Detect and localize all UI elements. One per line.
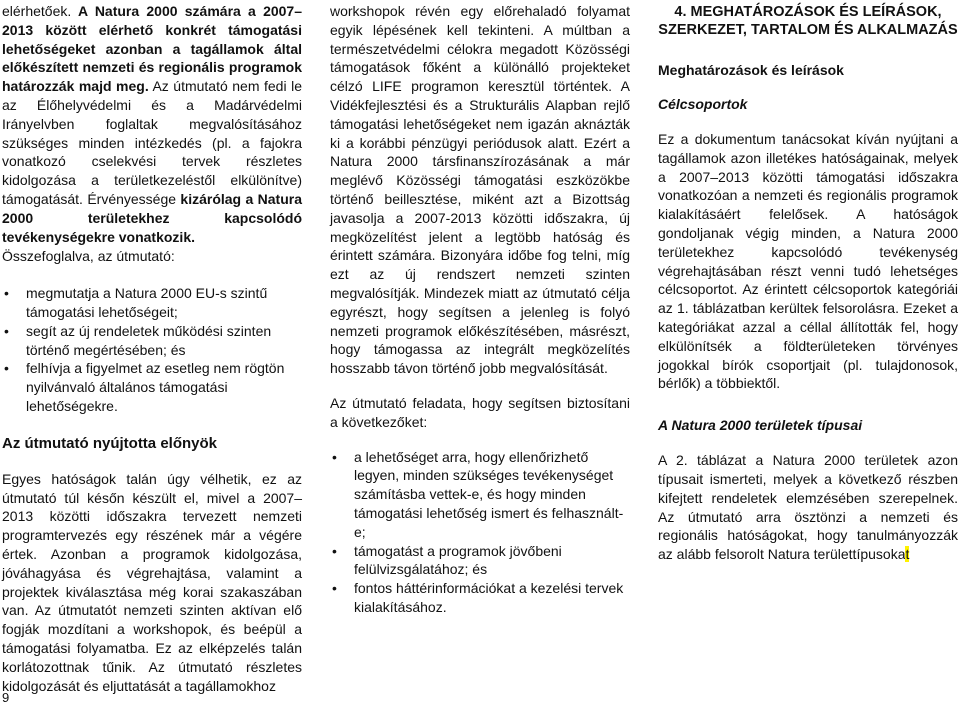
intro-rest: Az útmutató nem fedi le az Élőhelyvédelmi és a Madárvédelmi Irányelvben foglaltak megvalósításához szükséges minden intézkedés (pl. a fajokra vonatkozó cselekvési tervek részletes kidolgozása a területkezeléstől elkülönítve) támogatását. xyxy=(2,78,302,207)
list-item: • segít az új rendeletek működési szinten történő megértésében; és xyxy=(2,322,302,360)
validity-strong: kizárólag a Natura 2000 területekhez kapcsolódó tevékenységekre vonatkozik. xyxy=(2,190,302,245)
column-left xyxy=(2,0,302,695)
benefits-heading: Az útmutató nyújtotta előnyök xyxy=(2,434,217,452)
list-item: • támogatást a programok jövőbeni felülvizsgálatához; és xyxy=(330,542,630,580)
process-paragraph: workshopok révén egy előrehaladó folyamat egyik lépésének kell tekinteni. A múltban a természetvédelmi célokra megadott Közösségi támogatások főként a különálló projekteket célzó LIFE programon keresztül történtek. A Vidékfejlesztési és a Strukturális Alapban rejlő támogatási lehetőségeket nem igazán aknázták ki a korábbi pénzügyi periódusok alatt. Ezért a Natura 2000 társfinanszírozásának a már meglévő Közösségi támogatási eszközökbe történő beillesztése, miként azt a Bizottság javasolja a 2007-2013 közötti időszakra, új megközelítést jelent a legtöbb hatóság és érintett számára. Bizonyára időbe fog telni, míg ezt az új rendszert nemzeti szinten megvalósítják. Mindezek miatt az útmutató célja egyrészt, hogy segítsen a jelenleg is folyó nemzeti programok előkészítésében, másrészt, hogy támogassa az integrált megközelítés hosszabb távon történő jobb megvalósítását. xyxy=(330,3,630,377)
site-types-heading: A Natura 2000 területek típusai xyxy=(658,417,863,434)
column-middle xyxy=(330,0,630,617)
guide-bullet-list xyxy=(2,284,302,416)
intro-bold: A Natura 2000 számára a 2007–2013 között elérhető konkrét támogatási lehetőségeket azonban a tagállamok által előkészített nemzeti és regionális programok határozzák majd meg. xyxy=(2,3,302,95)
task-bullet-list xyxy=(330,448,630,617)
column-right xyxy=(658,0,958,564)
list-item: • a lehetőséget arra, hogy ellenőrizhető legyen, minden szükséges tevékenységet számításba vettek-e, és hogy minden támogatási lehetőség ismert és felhasznált-e; xyxy=(330,448,630,542)
intro-lead: elérhetőek. xyxy=(2,3,72,19)
highlighted-text: t xyxy=(905,546,910,563)
list-item: • megmutatja a Natura 2000 EU-s szintű támogatási lehetőségeit; xyxy=(2,284,302,322)
summary-line: Összefoglalva, az útmutató: xyxy=(2,248,175,265)
target-groups-heading: Célcsoportok xyxy=(658,96,748,112)
validity-pre: Érvényessége xyxy=(82,190,181,207)
list-item: • felhívja a figyelmet az esetleg nem rögtön nyilvánvaló általános támogatási lehetőségekre. xyxy=(2,359,302,415)
target-groups-paragraph: Ez a dokumentum tanácsokat kíván nyújtani a tagállamok azon illetékes hatóságainak, melyek a 2007–2013 közötti támogatási időszakra vonatkozóan a nemzeti és regionális programok kialakításáért felelősek. A hatóságok gondoljanak végig minden, a Natura 2000 területekhez kapcsolódó tevékenység végrehajtásában részt venni tudó lehetséges célcsoportot. Az érintett célcsoportok kategóriái az 1. táblázatban kerültek felsorolásra. Ezeket a kategóriákat azzal a céllal állították fel, hogy elkülönítsék a földterületeken törvényes jogokkal bírók csoportjait (pl. tulajdonosok, bérlők) a többiektől. xyxy=(658,131,958,392)
task-paragraph: Az útmutató feladata, hogy segítsen biztosítani a következőket: xyxy=(330,394,630,430)
site-types-paragraph xyxy=(658,451,958,564)
page-number: 9 xyxy=(2,690,10,705)
site-types-text: A 2. táblázat a Natura 2000 területek azon típusait ismerteti, melyek a következő részben kifejtett rendeletek elemzésében szerepelnek. Az útmutató arra ösztönzi a nemzeti és regionális hatóságokat, hogy tanulmányozzák az alább felsorolt Natura területtípusoka xyxy=(658,452,958,563)
intro-paragraph xyxy=(2,2,302,246)
definitions-heading: Meghatározások és leírások xyxy=(658,62,844,78)
list-item: • fontos háttérinformációkat a kezelési tervek kialakításához. xyxy=(330,579,630,617)
benefits-paragraph: Egyes hatóságok talán úgy vélhetik, ez az útmutató túl későn készült el, mivel a 2007–2013 közötti időszakra tervezett nemzeti programtervezés egy részének már a végére értek. Azonban a programok kidolgozása, jóváhagyása és végrehajtása, valamint a projektek kiválasztása még korai szakaszában van. Az útmutatót nemzeti szinten aktívan elő fogják mozdítani a workshopok, és beépül a támogatási folyamatba. Ez az elképzelés talán korlátozottnak tűnik. Az útmutató részletes kidolgozását és eljuttatását a tagállamokhoz xyxy=(2,470,302,694)
section-title: 4. MEGHATÁROZÁSOK ÉS LEÍRÁSOK, SZERKEZET, TARTALOM ÉS ALKALMAZÁS xyxy=(658,4,958,38)
